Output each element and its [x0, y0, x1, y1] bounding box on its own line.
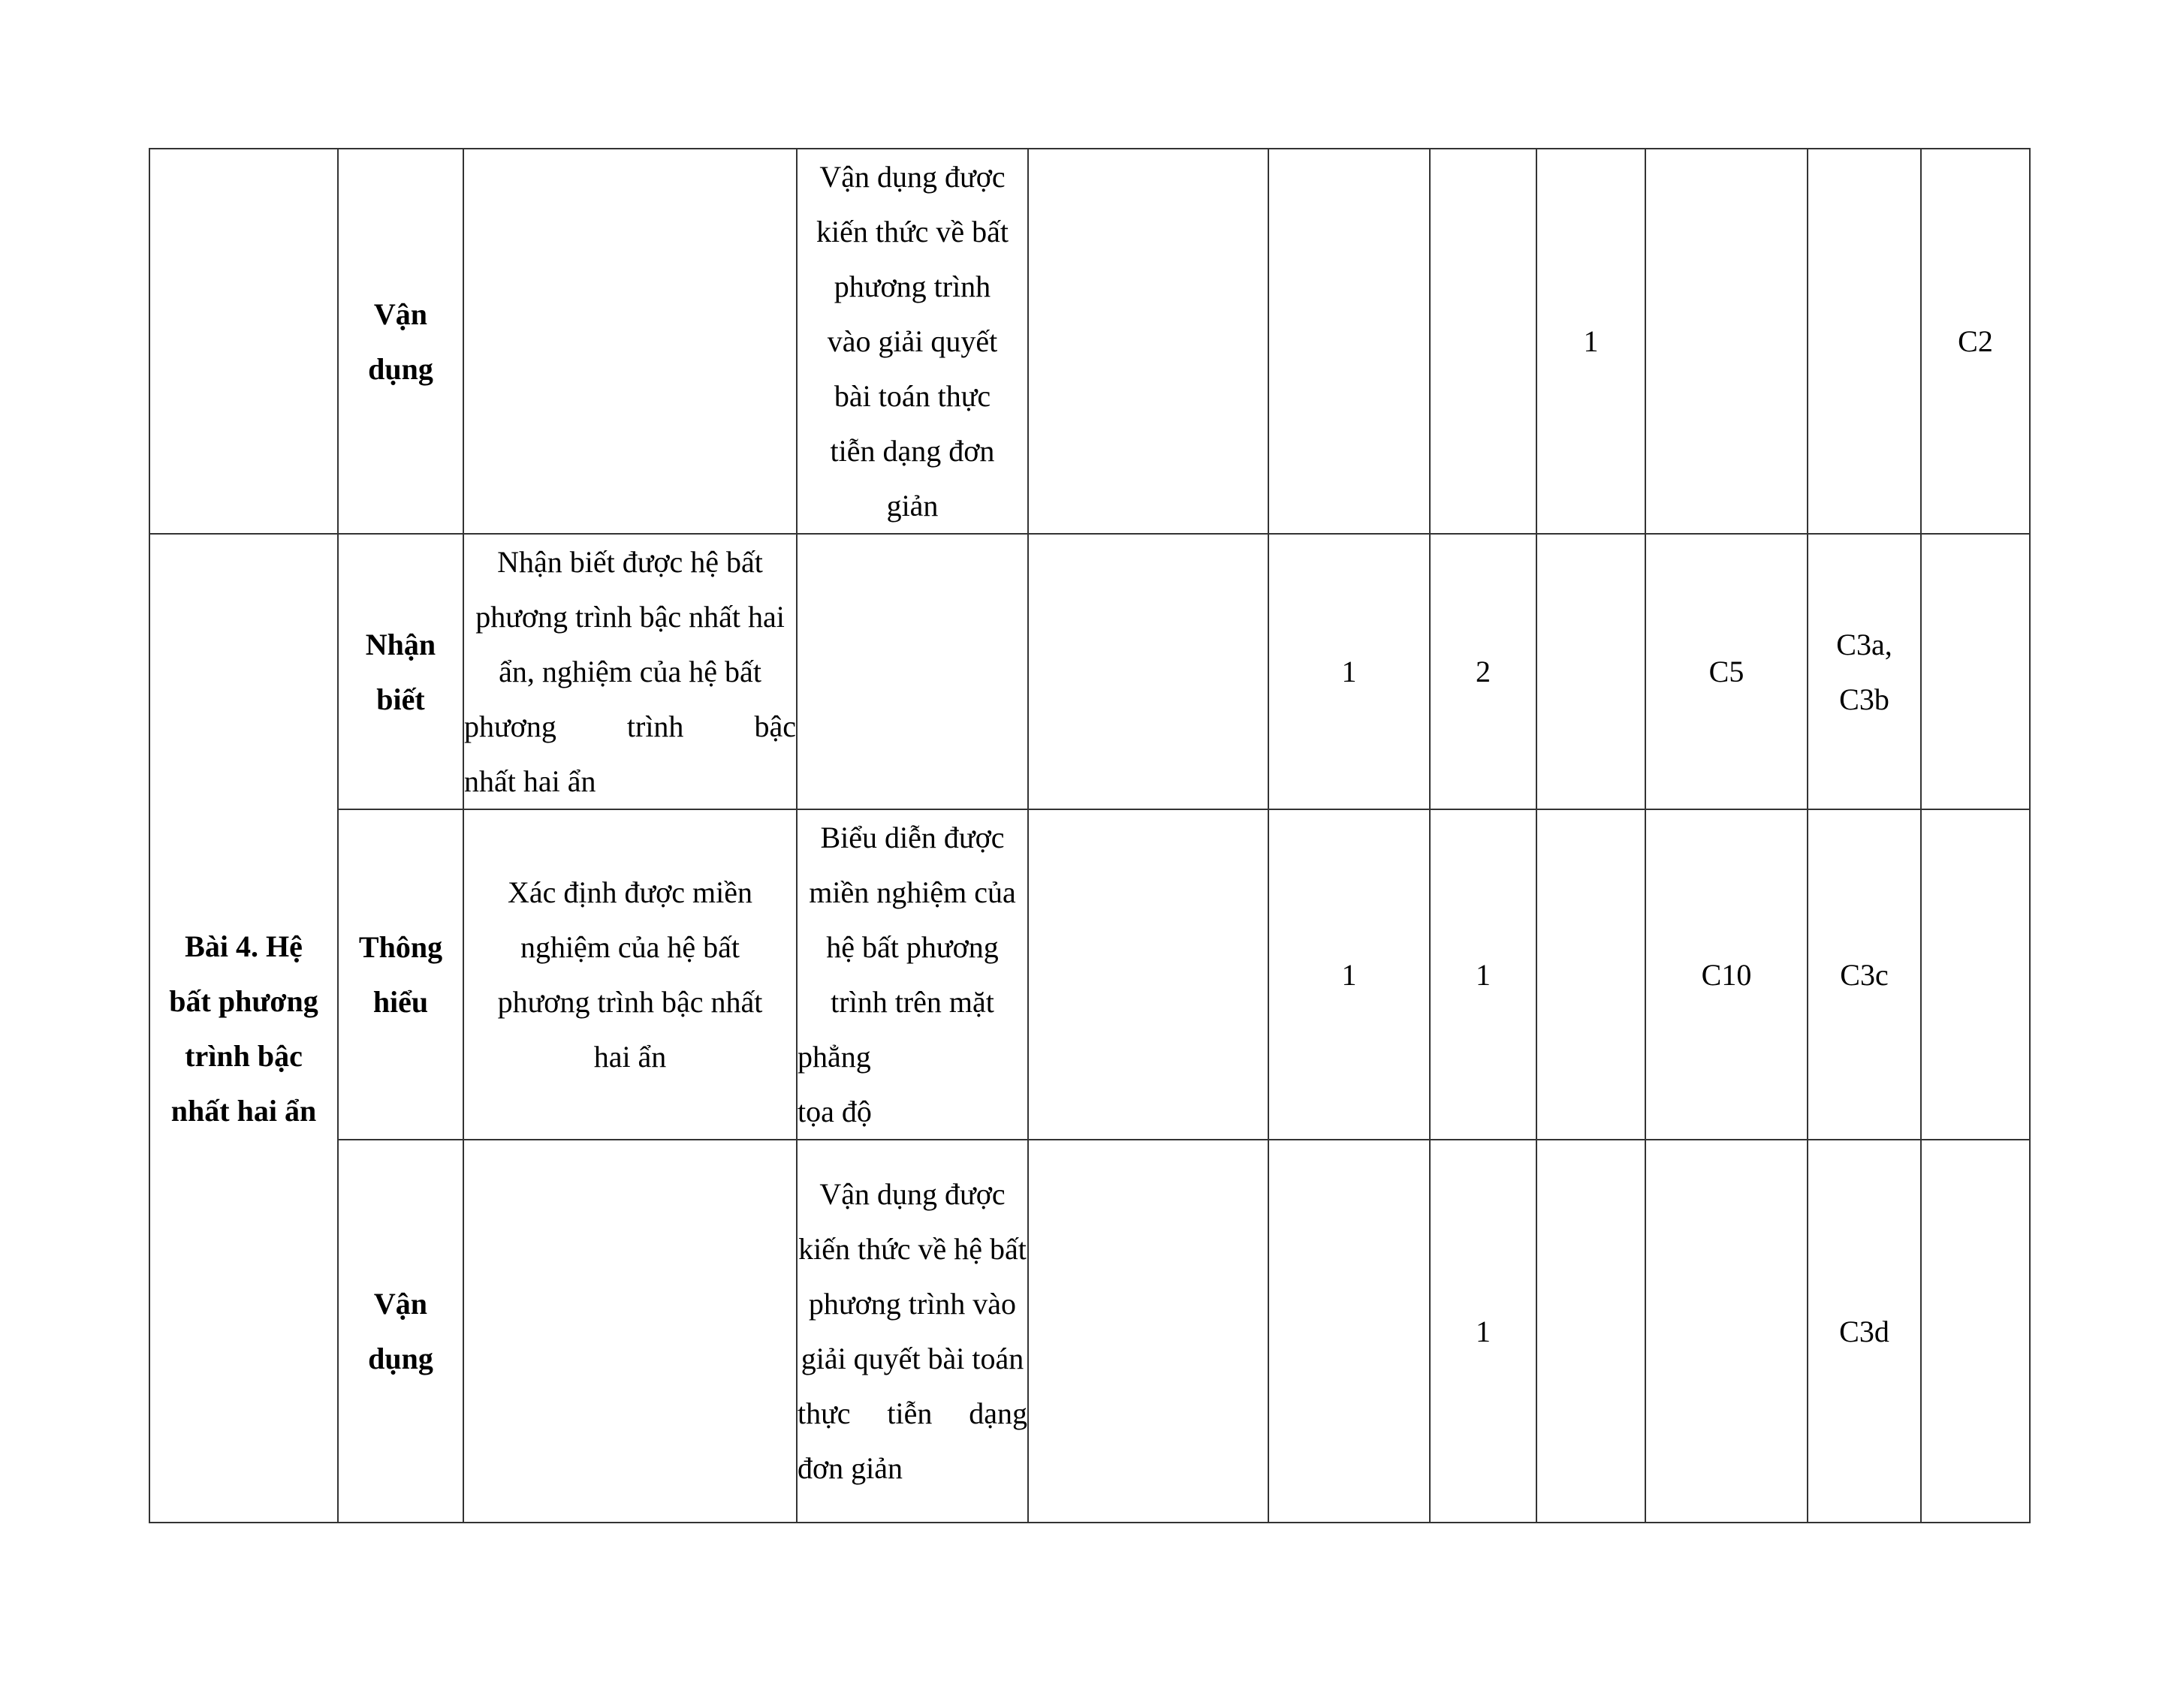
question-cell: C3c: [1808, 809, 1921, 1140]
specification-table: [149, 148, 2031, 1523]
question-cell: C3d: [1808, 1140, 1921, 1523]
question-cell: [1921, 1140, 2030, 1523]
question-cell: C10: [1645, 809, 1808, 1140]
count-cell: [1028, 1140, 1268, 1523]
question-cell: C2: [1921, 149, 2030, 534]
question-cell: [1645, 1140, 1808, 1523]
question-cell: [1645, 149, 1808, 534]
level-cell: Vận dụng: [338, 1140, 463, 1523]
count-cell: [1536, 1140, 1645, 1523]
topic-cell: Bài 4. Hệ bất phương trình bậc nhất hai ẩn: [149, 534, 338, 1523]
count-cell: 1: [1430, 1140, 1536, 1523]
question-cell: [1921, 534, 2030, 809]
table-row: [149, 534, 2030, 809]
knowledge-cell: Nhận biết được hệ bất phương trình bậc nhất hai ẩn, nghiệm của hệ bất phương trình bậc nhất hai ẩn: [463, 534, 797, 809]
count-cell: [1028, 809, 1268, 1140]
knowledge-cell: Xác định được miền nghiệm của hệ bất phương trình bậc nhất hai ẩn: [463, 809, 797, 1140]
application-cell: Biểu diễn được miền nghiệm của hệ bất phương trình trên mặt phẳng tọa độ: [797, 809, 1028, 1140]
count-cell: [1536, 534, 1645, 809]
question-cell: C3a, C3b: [1808, 534, 1921, 809]
question-cell: [1921, 809, 2030, 1140]
table-row: [149, 1140, 2030, 1523]
count-cell: 2: [1430, 534, 1536, 809]
application-cell: Vận dụng được kiến thức về hệ bất phương trình vào giải quyết bài toán thực tiễn dạng đơn giản: [797, 1140, 1028, 1523]
application-cell: Vận dụng được kiến thức về bất phương trình vào giải quyết bài toán thực tiễn dạng đơn giản: [797, 149, 1028, 534]
count-cell: [1430, 149, 1536, 534]
count-cell: 1: [1268, 809, 1430, 1140]
count-cell: [1028, 534, 1268, 809]
knowledge-cell: [463, 149, 797, 534]
count-cell: [1028, 149, 1268, 534]
table-row: [149, 149, 2030, 534]
level-cell: Vận dụng: [338, 149, 463, 534]
application-cell: [797, 534, 1028, 809]
count-cell: 1: [1536, 149, 1645, 534]
count-cell: 1: [1268, 534, 1430, 809]
table-row: [149, 809, 2030, 1140]
level-cell: Thông hiểu: [338, 809, 463, 1140]
count-cell: [1536, 809, 1645, 1140]
knowledge-cell: [463, 1140, 797, 1523]
count-cell: [1268, 149, 1430, 534]
count-cell: [1268, 1140, 1430, 1523]
topic-cell: [149, 149, 338, 534]
question-cell: C5: [1645, 534, 1808, 809]
count-cell: 1: [1430, 809, 1536, 1140]
question-cell: [1808, 149, 1921, 534]
level-cell: Nhận biết: [338, 534, 463, 809]
